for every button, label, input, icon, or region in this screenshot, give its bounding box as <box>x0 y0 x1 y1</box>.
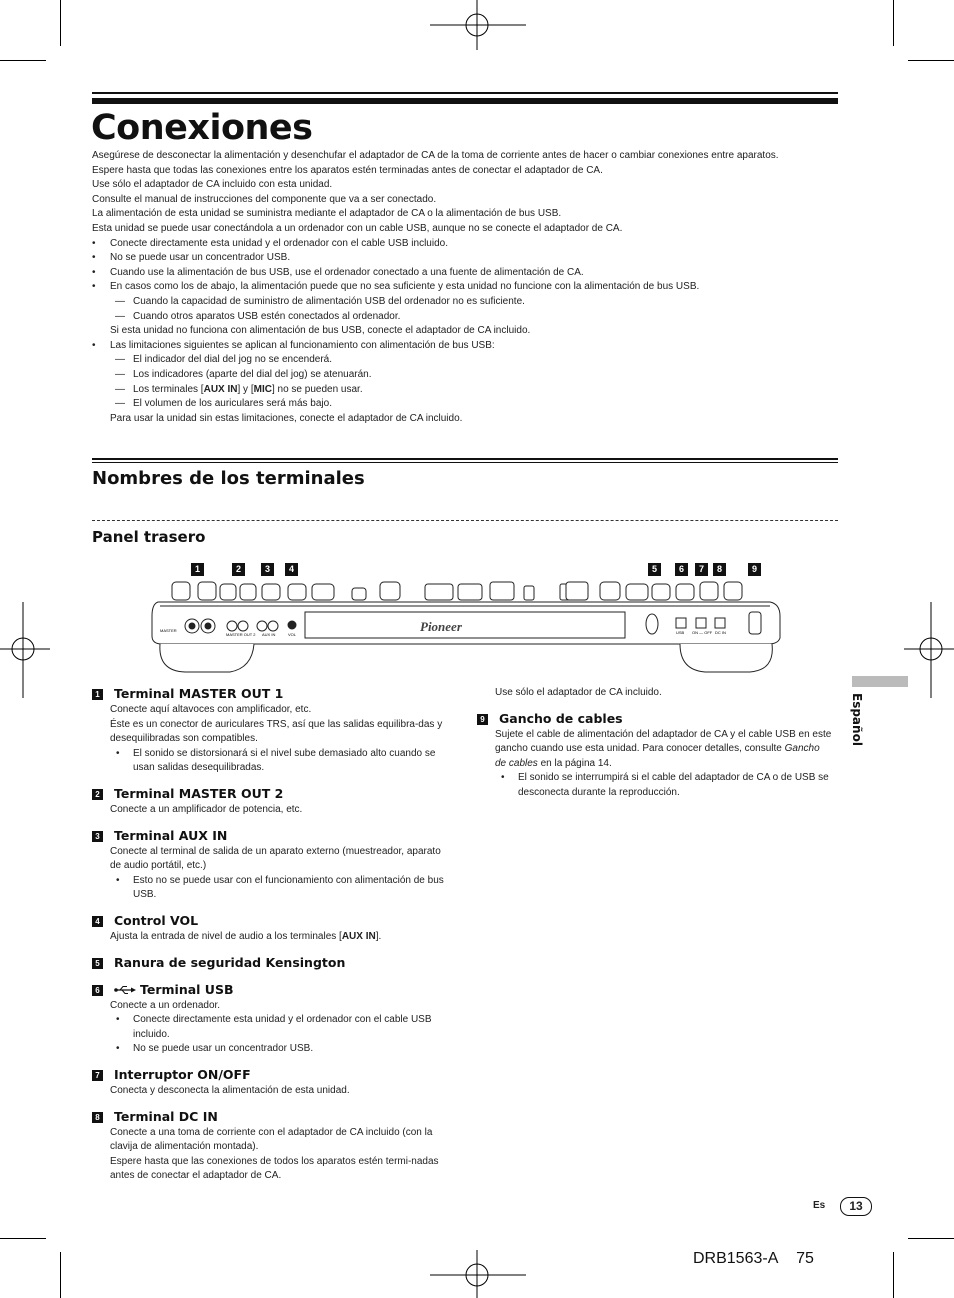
title-rule <box>92 92 838 94</box>
dash-item: — Los indicadores (aparte del dial del jog) se atenuarán. <box>115 368 372 380</box>
subsection-heading: Panel trasero <box>92 528 206 546</box>
page-title: Conexiones <box>91 108 313 148</box>
bullet-item: • Conecte directamente esta unidad y el ordenador con el cable USB incluido. <box>92 237 448 249</box>
callout-8: 8 <box>713 563 726 576</box>
brand-logo: Pioneer <box>420 619 462 634</box>
panel-label-onoff: ON — OFF <box>692 630 713 635</box>
panel-label-master: MASTER <box>160 628 177 633</box>
intro-line: Use sólo el adaptador de CA incluido con esta unidad. <box>92 179 333 191</box>
crop-mark <box>893 0 894 46</box>
callout-7: 7 <box>695 563 708 576</box>
entry-master-out-2: 2 Terminal MASTER OUT 2 Conecte a un amplificador de potencia, etc. <box>92 786 454 818</box>
bullet-item: • En casos como los de abajo, la alimentación puede que no sea suficiente y esta unidad no funcione con la alimentación de bus USB. <box>92 281 700 293</box>
entry-master-out-1: 1 Terminal MASTER OUT 1 Conecte aquí altavoces con amplificador, etc. Éste es un conector de auriculares TRS, así que las salidas equilibra-das y desequilibradas son compatibles. • El sonido se distorsionará si el nivel sube demasiado alto cuando se usan salidas desequilibradas. <box>92 686 454 776</box>
section-heading: Nombres de los terminales <box>92 468 365 489</box>
entries-left-column <box>92 686 454 1194</box>
section-rule <box>92 458 838 460</box>
page-number: 13 <box>840 1197 872 1216</box>
bullet-item: • Cuando use la alimentación de bus USB, use el ordenador conectado a una fuente de alimentación de CA. <box>92 266 584 278</box>
language-label: Español <box>850 693 864 746</box>
note-text: Para usar la unidad sin estas limitaciones, conecte el adaptador de CA incluido. <box>110 412 463 424</box>
callout-1: 1 <box>191 563 204 576</box>
crop-mark <box>60 0 61 46</box>
entry-on-off: 7 Interruptor ON/OFF Conecta y desconecta la alimentación de esta unidad. <box>92 1067 454 1099</box>
intro-line: Consulte el manual de instrucciones del componente que va a ser conectado. <box>92 193 437 205</box>
dash-item: — Cuando la capacidad de suministro de alimentación USB del ordenador no es suficiente. <box>115 295 525 307</box>
panel-label-master-out2: MASTER OUT 2 <box>226 632 256 637</box>
panel-label-usb: USB <box>676 630 685 635</box>
crop-mark <box>908 60 954 61</box>
dash-item: — Los terminales [AUX IN] y [MIC] no se pueden usar. <box>115 383 363 395</box>
section-rule <box>92 462 838 463</box>
callout-3: 3 <box>261 563 274 576</box>
entry-control-vol: 4 Control VOL Ajusta la entrada de nivel de audio a los terminales [AUX IN]. <box>92 913 454 945</box>
registration-mark-bottom <box>430 1250 526 1298</box>
entries-right-column <box>477 686 833 811</box>
crop-mark <box>0 60 46 61</box>
entry-usb: 6 Terminal USB Conecte a un ordenador. • Conecte directamente esta unidad y el ordenador con el cable USB incluido. • No se puede usar un concentrador USB. <box>92 982 454 1057</box>
dash-item: — El indicador del dial del jog no se encenderá. <box>115 354 333 366</box>
registration-mark-left <box>0 602 50 698</box>
entry-aux-in: 3 Terminal AUX IN Conecte al terminal de salida de un aparato externo (muestreador, aparato de audio portátil, etc.) • Esto no se puede usar con el funcionamiento con alimentación de bus USB. <box>92 828 454 903</box>
entry-cable-hook: 9 Gancho de cables Sujete el cable de alimentación del adaptador de CA y el cable USB en este gancho cuando use esta unidad. Para conocer detalles, consulte Gancho de cables en la página 14. • El sonido se interrumpirá si el cable del adaptador de CA o de USB se desconecta durante la reproducción. <box>477 711 833 801</box>
crop-mark <box>908 1238 954 1239</box>
callout-2: 2 <box>232 563 245 576</box>
intro-line: Esta unidad se puede usar conectándola a un ordenador con un cable USB, aunque no se conecte el adaptador de CA. <box>92 222 623 234</box>
registration-mark-top <box>430 0 526 50</box>
entry-kensington: 5 Ranura de seguridad Kensington <box>92 955 454 972</box>
note-text: Si esta unidad no funciona con alimentación de bus USB, conecte el adaptador de CA incluido. <box>110 325 531 337</box>
entry-dc-in-continued: Use sólo el adaptador de CA incluido. <box>495 687 662 698</box>
dash-item: — El volumen de los auriculares será más bajo. <box>115 398 332 410</box>
crop-mark <box>893 1252 894 1298</box>
registration-mark-right <box>904 602 954 698</box>
dash-item: — Cuando otros aparatos USB estén conectados al ordenador. <box>115 310 401 322</box>
language-tab <box>852 676 908 687</box>
intro-text <box>92 149 832 426</box>
title-rule <box>92 98 838 104</box>
intro-line: Asegúrese de desconectar la alimentación y desenchufar el adaptador de CA de la toma de corriente antes de hacer o cambiar conexiones entre aparatos. <box>92 150 779 161</box>
callout-4: 4 <box>285 563 298 576</box>
callout-6: 6 <box>675 563 688 576</box>
bullet-item: • No se puede usar un concentrador USB. <box>92 252 291 264</box>
entry-dc-in: 8 Terminal DC IN Conecte a una toma de corriente con el adaptador de CA incluido (con la clavija de alimentación montada). Espere hasta que las conexiones de todos los aparatos estén termi-nadas antes de conectar el adaptador de CA. <box>92 1109 454 1184</box>
crop-mark <box>0 1238 46 1239</box>
crop-mark <box>60 1252 61 1298</box>
language-code: Es <box>813 1200 826 1211</box>
intro-line: Espere hasta que todas las conexiones entre los aparatos estén terminadas antes de conectar el adaptador de CA. <box>92 164 603 176</box>
dashed-rule <box>92 520 838 521</box>
callout-5: 5 <box>648 563 661 576</box>
callout-9: 9 <box>748 563 761 576</box>
intro-line: La alimentación de esta unidad se suministra mediante el adaptador de CA o la alimentación de bus USB. <box>92 208 562 220</box>
panel-label-vol: VOL <box>288 632 297 637</box>
bullet-item: • Las limitaciones siguientes se aplican al funcionamiento con alimentación de bus USB: <box>92 339 495 351</box>
panel-label-aux: AUX IN <box>262 632 276 637</box>
footer-code: DRB1563-A 75 <box>693 1250 814 1267</box>
usb-icon <box>114 985 136 995</box>
panel-label-dcin: DC IN <box>715 630 726 635</box>
